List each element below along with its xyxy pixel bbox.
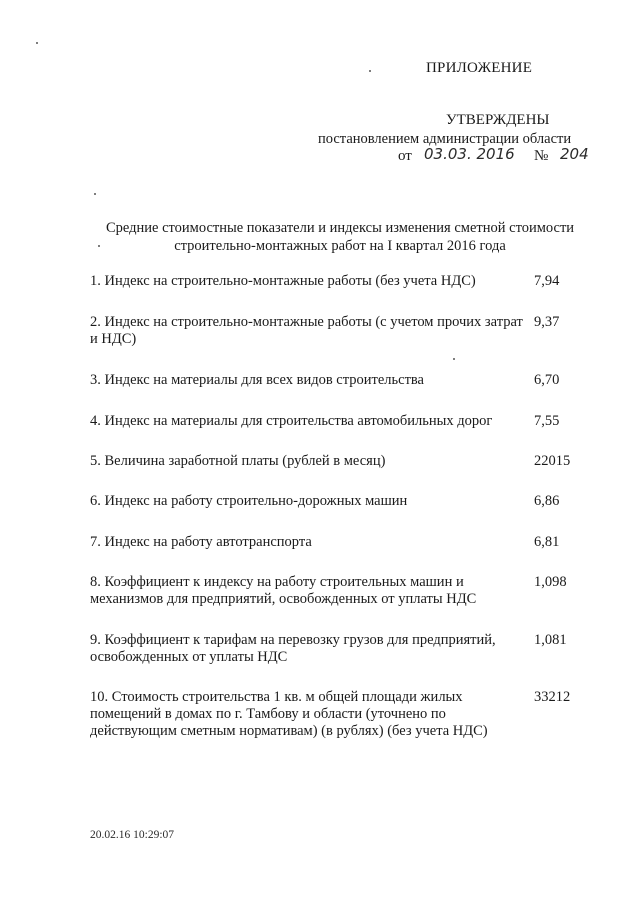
indicator-value: 7,55 (534, 413, 560, 429)
appendix-heading: ПРИЛОЖЕНИЕ (426, 60, 533, 76)
indicator-label: 8. Коэффициент к индексу на работу строительных машин и механизмов для предприятий, освобожденных от уплаты НДС (90, 574, 477, 607)
indicator-label: 1. Индекс на строительно-монтажные работы (без учета НДС) (90, 273, 476, 289)
document-title (90, 219, 590, 255)
indicator-label: 6. Индекс на работу строительно-дорожных машин (90, 493, 408, 509)
scan-speck (36, 42, 38, 44)
indicator-label: 7. Индекс на работу автотранспорта (90, 534, 312, 550)
indicator-value: 1,081 (534, 632, 567, 648)
number-prefix: № (534, 148, 549, 164)
indicator-value: 9,37 (534, 314, 560, 330)
title-line-1: Средние стоимостные показатели и индексы изменения сметной стоимости (105, 220, 575, 236)
indicator-value: 22015 (534, 453, 571, 469)
scan-speck (453, 358, 455, 360)
indicator-value: 6,81 (534, 534, 560, 550)
indicator-value: 1,098 (534, 574, 567, 590)
indicator-label: 2. Индекс на строительно-монтажные работы (с учетом прочих затрат и НДС) (90, 314, 523, 347)
scan-speck (369, 70, 371, 72)
scan-speck (98, 245, 100, 247)
decree-line: постановлением администрации области (318, 131, 572, 147)
indicator-value: 33212 (534, 689, 571, 705)
scan-speck (94, 193, 96, 195)
approved-heading: УТВЕРЖДЕНЫ (446, 112, 550, 128)
indicator-label: 9. Коэффициент к тарифам на перевозку грузов для предприятий, освобожденных от уплаты НДС (90, 632, 496, 665)
date-prefix: от (398, 148, 412, 164)
indicator-value: 6,70 (534, 372, 560, 388)
indicator-label: 5. Величина заработной платы (рублей в месяц) (90, 453, 386, 469)
indicator-label: 3. Индекс на материалы для всех видов строительства (90, 372, 424, 388)
handwritten-date: 03.03. 2016 (424, 145, 515, 163)
indicator-label: 10. Стоимость строительства 1 кв. м общей площади жилых помещений в домах по г. Тамбову и области (уточнено по действующим сметным нормативам) (в рублях) (без учета НДС) (90, 689, 488, 739)
indicator-label: 4. Индекс на материалы для строительства автомобильных дорог (90, 413, 493, 429)
date-number-line (398, 145, 598, 168)
indicator-value: 7,94 (534, 273, 560, 289)
indicator-value: 6,86 (534, 493, 560, 509)
print-timestamp: 20.02.16 10:29:07 (90, 829, 175, 841)
title-line-2: строительно-монтажных работ на I квартал 2016 года (174, 238, 506, 254)
handwritten-number: 204 (560, 145, 589, 163)
